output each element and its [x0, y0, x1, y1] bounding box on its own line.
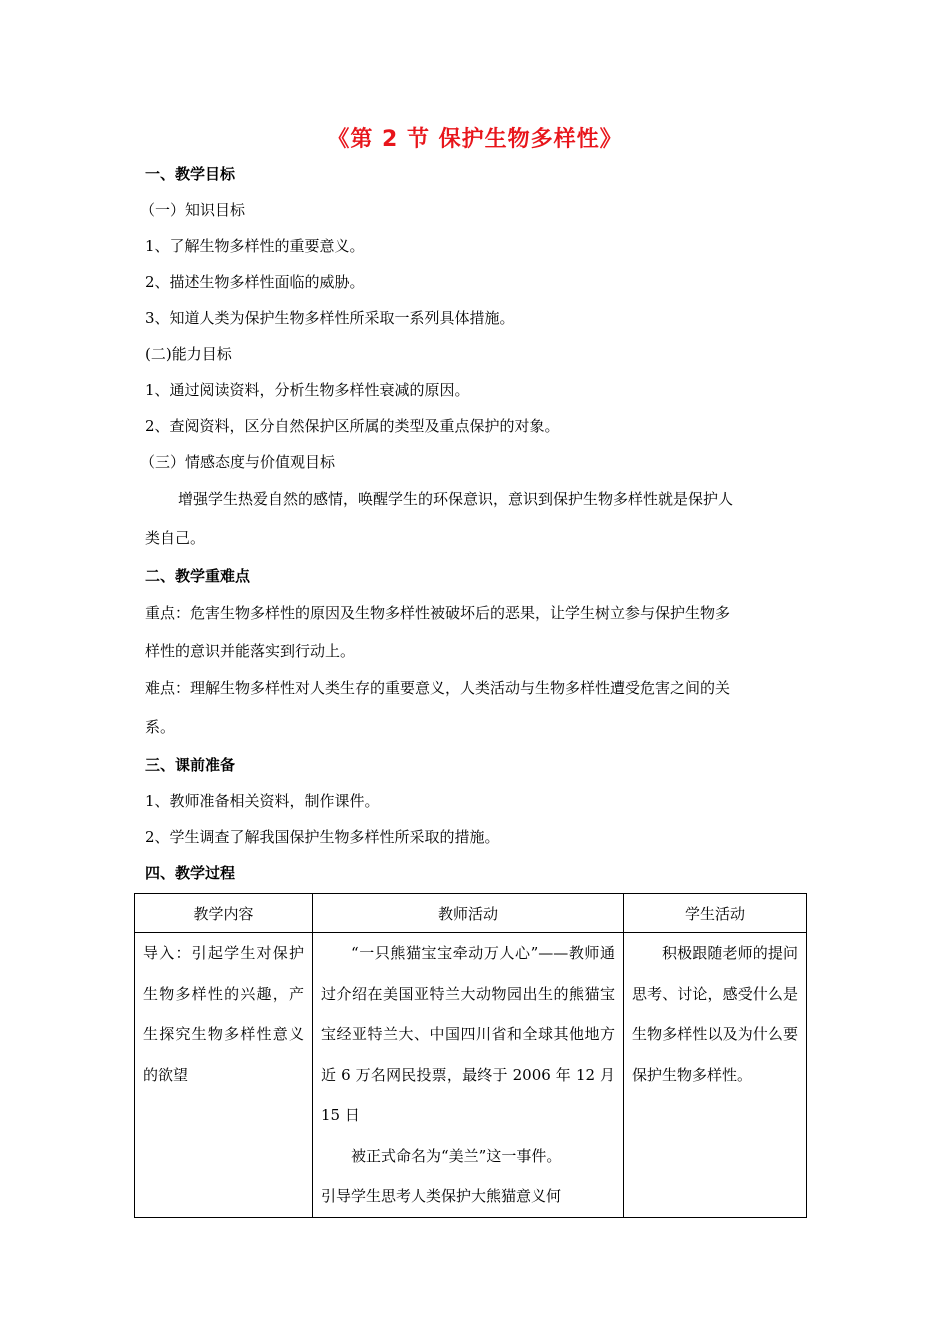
table-header-row — [135, 894, 807, 933]
section-heading-key-points: 二、教学重难点 — [145, 567, 251, 585]
cell-paragraph: “一只熊猫宝宝牵动万人心”——教师通过介绍在美国亚特兰大动物园出生的熊猫宝宝经亚特兰大、中国四川省和全球其他地方近 6 万名网民投票，最终于 2006 年 12 月 15 日 — [321, 944, 615, 1124]
paragraph-line: 难点：理解生物多样性对人类生存的重要意义，人类活动与生物多样性遭受危害之间的关 — [145, 679, 731, 697]
paragraph-line: 样性的意识并能落实到行动上。 — [145, 642, 356, 660]
cell-paragraph: 被正式命名为“美兰”这一事件。 — [351, 1146, 562, 1165]
list-item: 1、通过阅读资料，分析生物多样性衰减的原因。 — [145, 381, 470, 399]
table-cell-content — [135, 933, 313, 1218]
list-item: 1、了解生物多样性的重要意义。 — [145, 237, 365, 255]
cell-paragraph: 引导学生思考人类保护大熊猫意义何 — [321, 1187, 562, 1205]
list-item: 2、学生调查了解我国保护生物多样性所采取的措施。 — [145, 828, 500, 846]
list-item: 2、描述生物多样性面临的威胁。 — [145, 273, 365, 291]
cell-text — [321, 933, 615, 1217]
section-heading-preparation: 三、课前准备 — [145, 756, 236, 774]
paragraph-line: 重点：危害生物多样性的原因及生物多样性被破坏后的恶果，让学生树立参与保护生物多 — [145, 604, 731, 622]
subheading-knowledge: （一）知识目标 — [140, 201, 246, 219]
section-heading-process: 四、教学过程 — [145, 864, 236, 882]
cell-text: 积极跟随老师的提问思考、讨论，感受什么是生物多样性以及为什么要保护生物多样性。 — [632, 944, 798, 1084]
table-header-cell: 教师活动 — [313, 894, 624, 933]
subheading-attitude: （三）情感态度与价值观目标 — [140, 453, 336, 471]
table-row — [135, 933, 807, 1218]
table-cell-teacher — [313, 933, 624, 1218]
document-title: 《第 2 节 保护生物多样性》 — [327, 127, 623, 152]
list-item: 2、查阅资料，区分自然保护区所属的类型及重点保护的对象。 — [145, 417, 560, 435]
list-item: 1、教师准备相关资料，制作课件。 — [145, 792, 380, 810]
paragraph-line: 系。 — [145, 718, 176, 736]
paragraph-line: 增强学生热爱自然的感情，唤醒学生的环保意识，意识到保护生物多样性就是保护人 — [178, 490, 734, 508]
process-table — [134, 893, 807, 1218]
table-header-cell: 学生活动 — [624, 894, 807, 933]
section-heading-goals: 一、教学目标 — [145, 165, 236, 183]
paragraph-line: 类自己。 — [145, 529, 206, 547]
cell-text: 导入：引起学生对保护生物多样性的兴趣，产生探究生物多样性意义的欲望 — [143, 944, 304, 1084]
list-item: 3、知道人类为保护生物多样性所采取一系列具体措施。 — [145, 309, 515, 327]
table-header-cell: 教学内容 — [135, 894, 313, 933]
subheading-ability: (二)能力目标 — [145, 345, 232, 363]
table-cell-student — [624, 933, 807, 1218]
